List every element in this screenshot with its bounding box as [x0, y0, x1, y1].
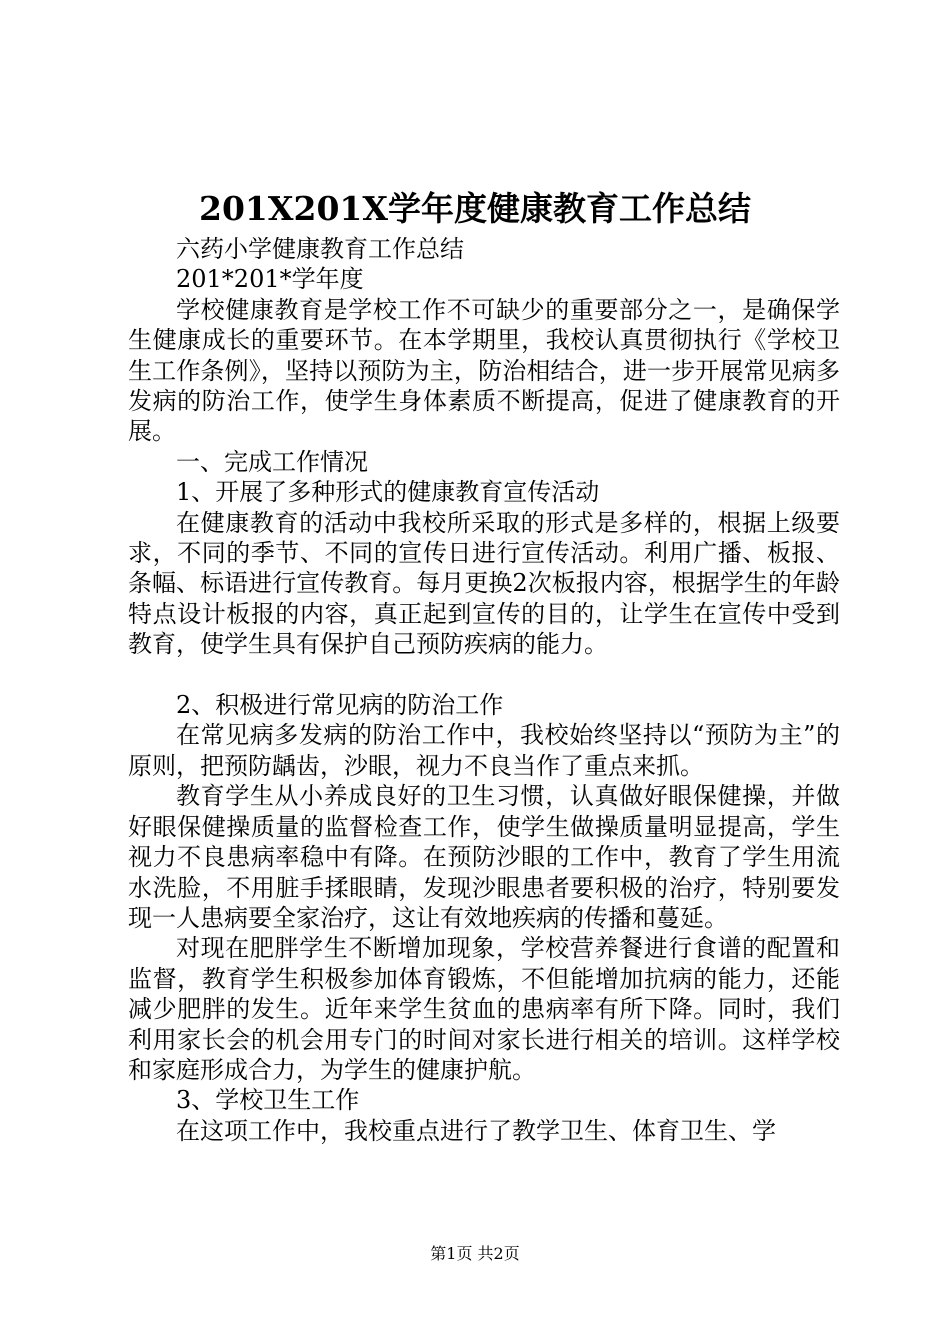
paragraph-school-year: 201*201*学年度 — [176, 265, 364, 294]
subsection-heading-2: 2、积极进行常见病的防治工作 — [176, 691, 504, 720]
document-title: 201X201X学年度健康教育工作总结 — [199, 189, 751, 228]
paragraph-hygiene-habits: 教育学生从小养成良好的卫生习惯，认真做好眼保健操，并做好眼保健操质量的监督检查工作，使学生做操质量明显提高，学生视力不良患病率稳中有降。在预防沙眼的工作中，教育了学生用流水洗脸，不用脏手揉眼睛，发现沙眼患者要积极的治疗，特别要发现一人患病要全家治疗，这让有效地疾病的传播和蔓延。 — [128, 782, 840, 932]
paragraph-obesity: 对现在肥胖学生不断增加现象，学校营养餐进行食谱的配置和监督，教育学生积极参加体育锻炼，不但能增加抗病的能力，还能减少肥胖的发生。近年来学生贫血的患病率有所下降。同时，我们利用家长会的机会用专门的时间对家长进行相关的培训。这样学校和家庭形成合力，为学生的健康护航。 — [128, 934, 840, 1084]
paragraph-intro: 学校健康教育是学校工作不可缺少的重要部分之一，是确保学生健康成长的重要环节。在本学期里，我校认真贯彻执行《学校卫生工作条例》，坚持以预防为主，防治相结合，进一步开展常见病多发病的防治工作，使学生身体素质不断提高，促进了健康教育的开展。 — [128, 295, 840, 446]
paragraph-school-name: 六药小学健康教育工作总结 — [176, 235, 464, 263]
paragraph-school-hygiene: 在这项工作中，我校重点进行了教学卫生、体育卫生、学 — [176, 1116, 776, 1145]
paragraph-publicity: 在健康教育的活动中我校所采取的形式是多样的，根据上级要求，不同的季节、不同的宣传日进行宣传活动。利用广播、板报、条幅、标语进行宣传教育。每月更换2次板报内容，根据学生的年龄特点设计板报的内容，真正起到宣传的目的，让学生在宣传中受到教育，使学生具有保护自己预防疾病的能力。 — [128, 508, 840, 659]
paragraph-prevention: 在常见病多发病的防治工作中，我校始终坚持以“预防为主”的原则，把预防龋齿，沙眼，视力不良当作了重点来抓。 — [128, 721, 840, 780]
subsection-heading-3: 3、学校卫生工作 — [176, 1086, 360, 1115]
section-heading-1: 一、完成工作情况 — [176, 447, 368, 476]
page-number-footer: 第1页 共2页 — [430, 1244, 520, 1263]
document-body — [128, 234, 840, 1146]
subsection-heading-1: 1、开展了多种形式的健康教育宣传活动 — [176, 478, 600, 507]
